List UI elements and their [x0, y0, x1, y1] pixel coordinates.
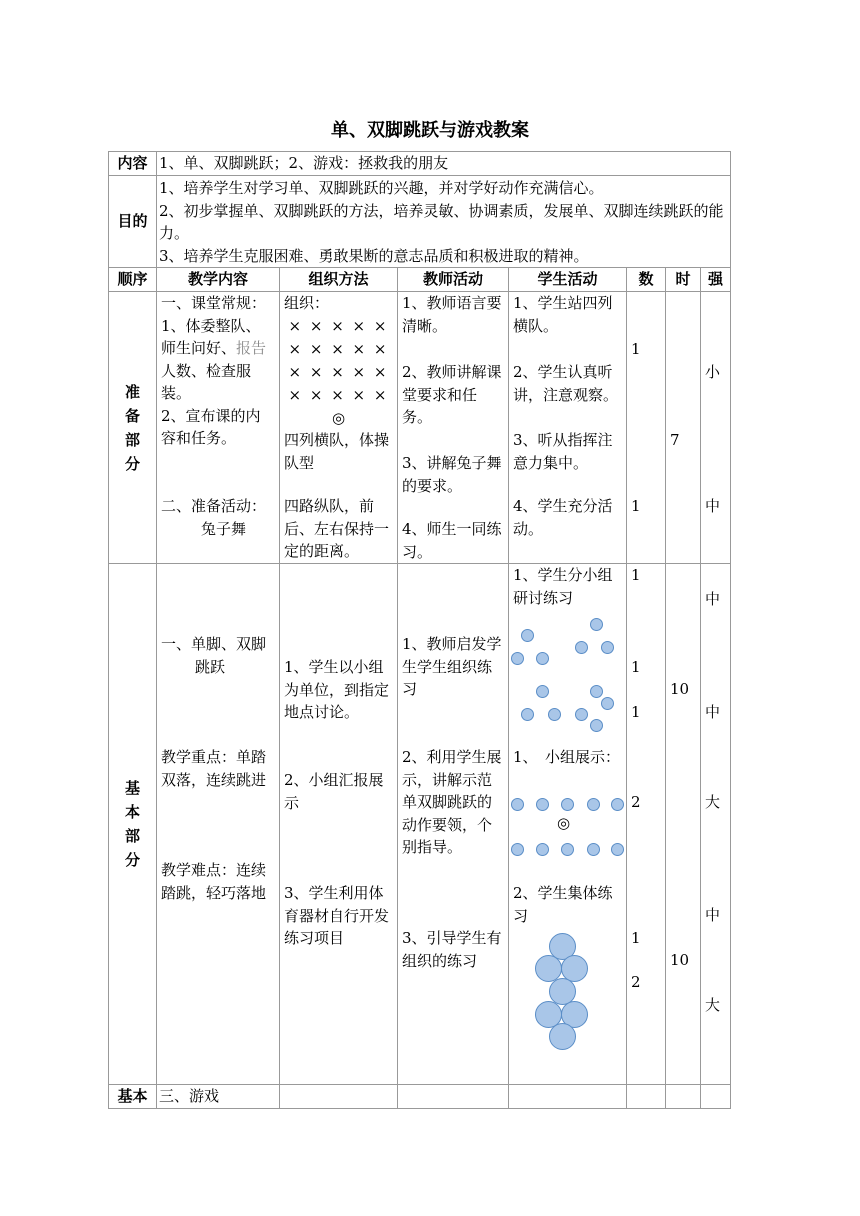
basic-org-text: 2、小组汇报展示 [284, 771, 384, 812]
student-marker [536, 685, 549, 698]
basic-content-text: 跳跃 [195, 658, 226, 676]
student-marker [511, 843, 524, 856]
count-value: 1 [631, 566, 641, 584]
student-marker [511, 652, 524, 665]
basic-intensity [701, 564, 731, 1085]
student-marker [575, 708, 588, 721]
goal-label: 目的 [109, 176, 157, 268]
header-content: 教学内容 [157, 268, 280, 292]
student-marker [536, 652, 549, 665]
basic-teacher-text: 1、教师启发学生学生组织练习 [402, 635, 502, 698]
formation-row: × × × × × [288, 340, 389, 358]
basic-time [666, 564, 701, 1085]
count-value: 2 [631, 793, 641, 811]
prep-content-text: 兔子舞 [201, 520, 247, 538]
prep-org-text: 组织： [284, 294, 330, 312]
prep-teacher [398, 292, 509, 564]
game-student [509, 1085, 627, 1109]
basic-org-text: 1、学生以小组为单位，到指定地点讨论。 [284, 658, 390, 721]
content-text: 1、单、双脚跳跃；2、游戏：拯救我的朋友 [157, 152, 731, 176]
prep-time [666, 292, 701, 564]
teacher-position-symbol: ◎ [331, 409, 346, 427]
count-value: 1 [631, 497, 641, 515]
count-value: 1 [631, 340, 641, 358]
student-marker [548, 708, 561, 721]
basic-organization [280, 564, 398, 1085]
intensity-value: 中 [705, 703, 721, 721]
student-marker [521, 629, 534, 642]
basic-student-text: 1、 小组展示： [513, 748, 621, 766]
content-label: 内容 [109, 152, 157, 176]
intensity-value: 大 [705, 793, 721, 811]
prep-org-text: 四列横队，体操队型 [284, 431, 390, 472]
count-value: 1 [631, 703, 641, 721]
student-marker [511, 798, 524, 811]
prep-intensity [701, 292, 731, 564]
student-marker [536, 798, 549, 811]
intensity-value: 中 [705, 906, 721, 924]
header-count: 数 [627, 268, 666, 292]
prep-teacher-text: 1、教师语言要清晰。 [402, 294, 502, 335]
game-time [666, 1085, 701, 1109]
teacher-position-symbol: ◎ [557, 814, 571, 832]
prep-content-text: 报告 [236, 339, 267, 357]
goal-item: 3、培养学生克服困难、勇敢果断的意志品质和积极进取的精神。 [159, 246, 589, 265]
intensity-value: 大 [705, 996, 721, 1014]
student-marker [587, 843, 600, 856]
section-label-basic: 基本部分 [109, 564, 157, 1085]
prep-student-text: 4、学生充分活动。 [513, 497, 613, 538]
basic-teacher-text: 2、利用学生展示，讲解示范单双脚跳跃的动作要领，个别指导。 [402, 748, 502, 856]
time-value: 10 [670, 680, 690, 698]
time-value: 10 [670, 951, 690, 969]
lesson-plan-table [108, 151, 731, 1109]
student-marker [587, 798, 600, 811]
student-marker [611, 843, 624, 856]
student-marker [590, 685, 603, 698]
count-value: 1 [631, 658, 641, 676]
formation-row: × × × × × [288, 317, 389, 335]
goal-item: 2、初步掌握单、双脚跳跃的方法，培养灵敏、协调素质，发展单、双脚连续跳跃的能力。 [159, 201, 724, 242]
count-value: 1 [631, 929, 641, 947]
student-marker [536, 843, 549, 856]
goal-text [157, 176, 731, 268]
formation-row: × × × × × [288, 363, 389, 381]
prep-teacher-text: 4、师生一同练习。 [402, 520, 502, 561]
formation-row: × × × × × [288, 386, 389, 404]
basic-student-text: 1、学生分小组研讨练习 [513, 566, 613, 607]
prep-content-text: 一、课堂常规：1、体委整队、师生问好、 [161, 294, 267, 357]
basic-content-text: 教学难点：连续踏跳，轻巧落地 [161, 861, 267, 902]
student-marker [611, 798, 624, 811]
game-count [627, 1085, 666, 1109]
section-label-prep: 准备部分 [109, 292, 157, 564]
prep-org-text: 四路纵队，前后、左右保持一定的距离。 [284, 497, 390, 560]
count-value: 2 [631, 973, 641, 991]
header-time: 时 [666, 268, 701, 292]
game-organization [280, 1085, 398, 1109]
prep-teacher-text: 3、讲解兔子舞的要求。 [402, 454, 502, 495]
intensity-value: 小 [705, 363, 721, 381]
student-marker [590, 618, 603, 631]
prep-student-text: 1、学生站四列横队。 [513, 294, 613, 335]
basic-student-text: 2、学生集体练习 [513, 884, 613, 925]
header-order: 顺序 [109, 268, 157, 292]
basic-org-text: 3、学生利用体育器材自行开发练习项目 [284, 884, 390, 947]
prep-organization [280, 292, 398, 564]
game-intensity [701, 1085, 731, 1109]
student-marker [561, 843, 574, 856]
prep-content-text: 人数、检查服装。 [161, 361, 252, 402]
header-student: 学生活动 [509, 268, 627, 292]
game-teacher [398, 1085, 509, 1109]
basic-student [509, 564, 627, 1085]
goal-item: 1、培养学生对学习单、双脚跳跃的兴趣，并对学好动作充满信心。 [159, 179, 604, 197]
section-label-game: 基本 [109, 1085, 157, 1109]
basic-teacher [398, 564, 509, 1085]
intensity-value: 中 [705, 497, 721, 515]
prep-student-text: 3、听从指挥注意力集中。 [513, 431, 613, 472]
prep-teacher-text: 2、教师讲解课堂要求和任务。 [402, 363, 502, 426]
student-marker [561, 798, 574, 811]
basic-content [157, 564, 280, 1085]
header-teacher: 教师活动 [398, 268, 509, 292]
prep-content-text: 二、准备活动： [161, 497, 267, 515]
student-marker [601, 697, 614, 710]
student-marker [601, 641, 614, 654]
prep-student-text: 2、学生认真听讲，注意观察。 [513, 363, 619, 404]
prep-content-text: 2、宣布课的内容和任务。 [161, 406, 261, 447]
page-title: 单、双脚跳跃与游戏教案 [331, 120, 529, 141]
game-content: 三、游戏 [157, 1085, 280, 1109]
header-intensity: 强 [701, 268, 731, 292]
intensity-value: 中 [705, 590, 721, 608]
time-value: 7 [670, 431, 680, 449]
prep-student [509, 292, 627, 564]
header-organization: 组织方法 [280, 268, 398, 292]
student-group-marker [549, 1023, 576, 1050]
prep-content [157, 292, 280, 564]
basic-teacher-text: 3、引导学生有组织的练习 [402, 929, 502, 970]
student-marker [590, 719, 603, 732]
student-marker [521, 708, 534, 721]
prep-count [627, 292, 666, 564]
student-marker [575, 641, 588, 654]
basic-count [627, 564, 666, 1085]
basic-content-text: 一、单脚、双脚 [161, 635, 267, 653]
basic-content-text: 教学重点：单踏双落，连续跳进 [161, 748, 267, 789]
